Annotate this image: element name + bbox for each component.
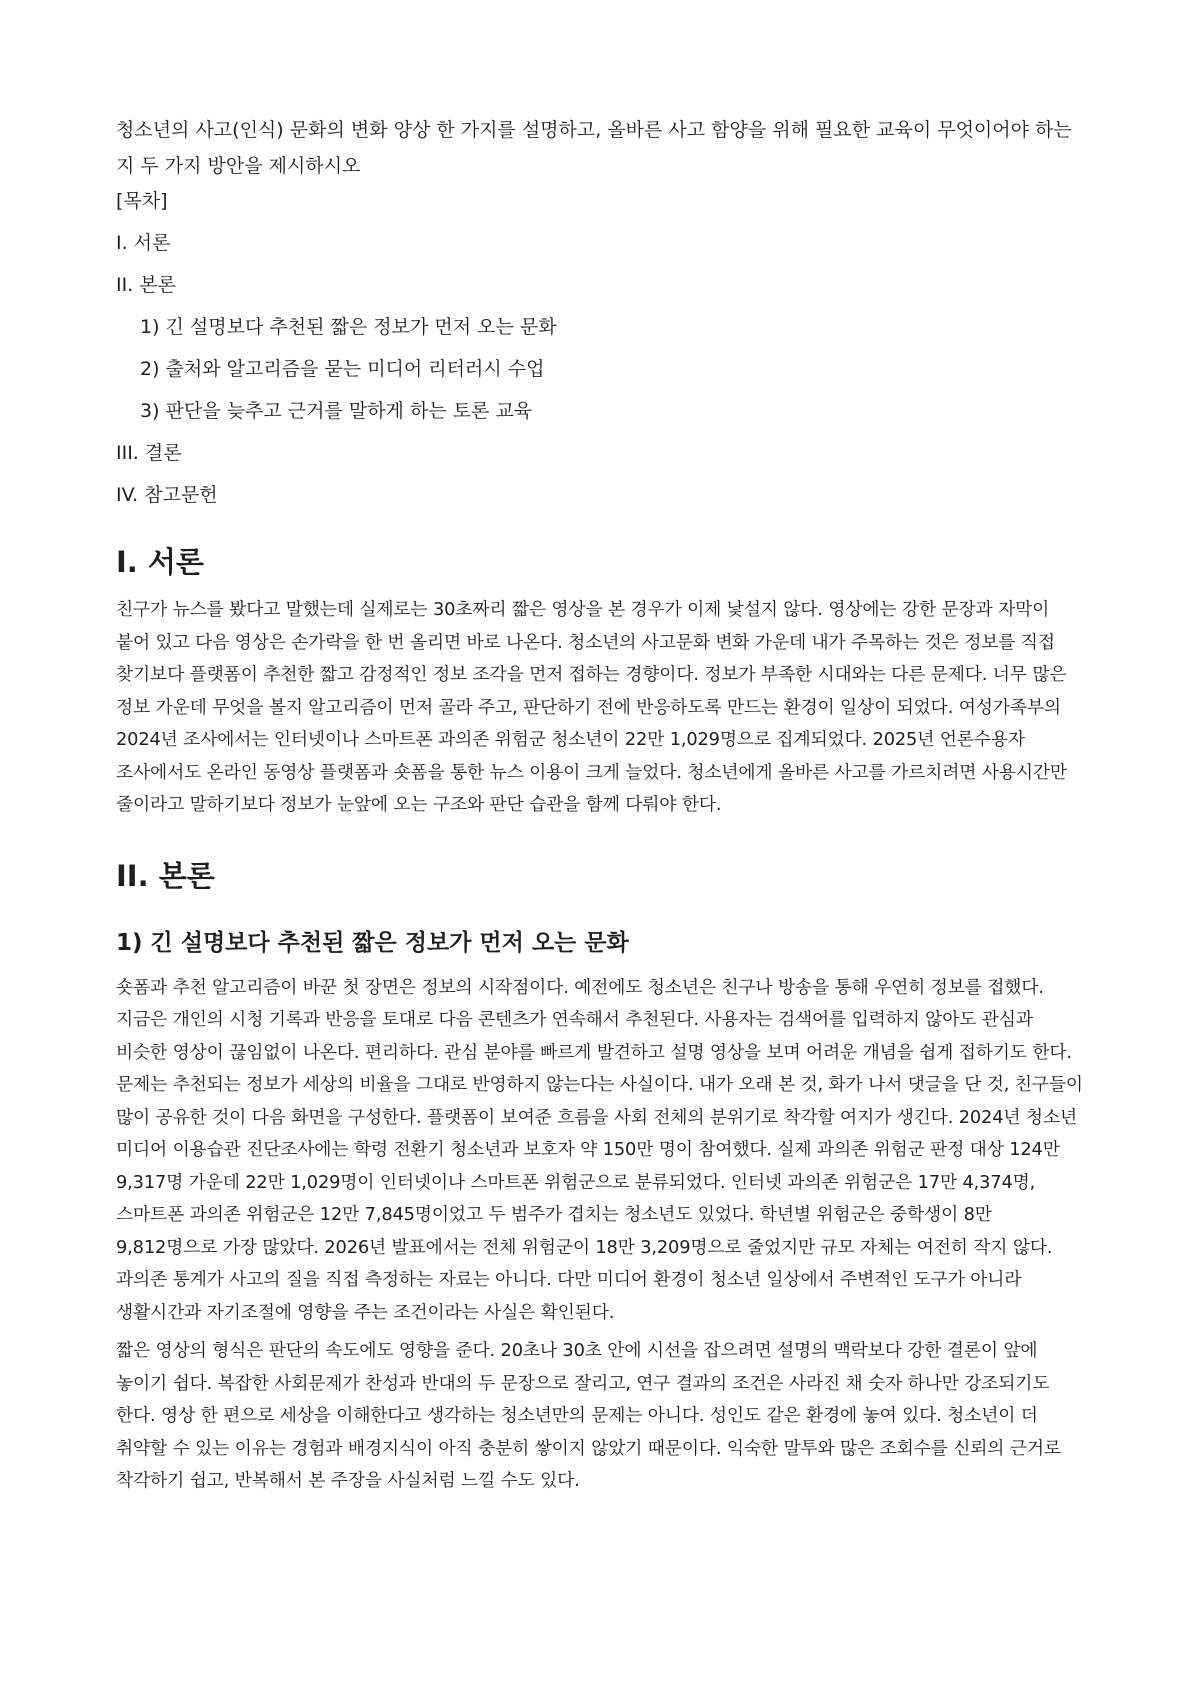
toc-item-references: IV. 참고문헌 [116, 484, 218, 506]
toc-item-conclusion: III. 결론 [116, 442, 182, 464]
body-subsection-1-heading: 1) 긴 설명보다 추천된 짧은 정보가 먼저 오는 문화 [116, 929, 629, 956]
assignment-prompt: 청소년의 사고(인식) 문화의 변화 양상 한 가지를 설명하고, 올바른 사고 함양을 위해 필요한 교육이 무엇이어야 하는지 두 가지 방안을 제시하시오 [116, 119, 1072, 177]
body-subsection-1-paragraph-1: 숏폼과 추천 알고리즘이 바꾼 첫 장면은 정보의 시작점이다. 예전에도 청소년은 친구나 방송을 통해 우연히 정보를 접했다. 지금은 개인의 시청 기록과 반응을 토대로 다음 콘텐츠가 연속해서 추천된다. 사용자는 검색어를 입력하지 않아도 관심과 비슷한 영상이 끊임없이 나온다. 편리하다. 관심 분야를 빠르게 발견하고 설명 영상을 보며 어려운 개념을 쉽게 접하기도 한다. 문제는 추천되는 정보가 세상의 비율을 그대로 반영하지 않는다는 사실이다. 내가 오래 본 것, 화가 나서 댓글을 단 것, 친구들이 많이 공유한 것이 다음 화면을 구성한다. 플랫폼이 보여준 흐름을 사회 전체의 분위기로 착각할 여지가 생긴다. 2024년 청소년 미디어 이용습관 진단조사에는 학령 전환기 청소년과 보호자 약 150만 명이 참여했다. 실제 과의존 위험군 판정 대상 124만 9,317명 가운데 22만 1,029명이 인터넷이나 스마트폰 위험군으로 분류되었다. 인터넷 과의존 위험군은 17만 4,374명, 스마트폰 과의존 위험군은 12만 7,845명이었고 두 범주가 겹치는 청소년도 있었다. 학년별 위험군은 중학생이 8만 9,812명으로 가장 많았다. 2026년 발표에서는 전체 위험군이 18만 3,209명으로 줄었지만 규모 자체는 여전히 작지 않다. 과의존 통계가 사고의 질을 직접 측정하는 자료는 아니다. 다만 미디어 환경이 청소년 일상에서 주변적인 도구가 아니라 생활시간과 자기조절에 영향을 주는 조건이라는 사실은 확인된다. [116, 976, 1083, 1323]
intro-paragraph: 친구가 뉴스를 봤다고 말했는데 실제로는 30초짜리 짧은 영상을 본 경우가 이제 낯설지 않다. 영상에는 강한 문장과 자막이 붙어 있고 다음 영상은 손가락을 한 번 올리면 바로 나온다. 청소년의 사고문화 변화 가운데 내가 주목하는 것은 정보를 직접 찾기보다 플랫폼이 추천한 짧고 감정적인 정보 조각을 먼저 접하는 경향이다. 정보가 부족한 시대와는 다른 문제다. 너무 많은 정보 가운데 무엇을 볼지 알고리즘이 먼저 골라 주고, 판단하기 전에 반응하도록 만드는 환경이 일상이 되었다. 여성가족부의 2024년 조사에서는 인터넷이나 스마트폰 과의존 위험군 청소년이 22만 1,029명으로 집계되었다. 2025년 언론수용자 조사에서도 온라인 동영상 플랫폼과 숏폼을 통한 뉴스 이용이 크게 늘었다. 청소년에게 올바른 사고를 가르치려면 사용시간만 줄이라고 말하기보다 정보가 눈앞에 오는 구조와 판단 습관을 함께 다뤄야 한다. [116, 599, 1067, 815]
toc-item-body-2: 2) 출처와 알고리즘을 묻는 미디어 리터러시 수업 [140, 358, 545, 380]
body-section [116, 856, 1084, 1498]
toc-item-body-1: 1) 긴 설명보다 추천된 짧은 정보가 먼저 오는 문화 [140, 316, 557, 338]
body-heading: II. 본론 [116, 858, 215, 893]
body-subsection-1-paragraph-2: 짧은 영상의 형식은 판단의 속도에도 영향을 준다. 20초나 30초 안에 시선을 잡으려면 설명의 맥락보다 강한 결론이 앞에 놓이기 쉽다. 복잡한 사회문제가 찬성과 반대의 두 문장으로 잘리고, 연구 결과의 조건은 사라진 채 숫자 하나만 강조되기도 한다. 영상 한 편으로 세상을 이해한다고 생각하는 청소년만의 문제는 아니다. 성인도 같은 환경에 놓여 있다. 청소년이 더 취약할 수 있는 이유는 경험과 배경지식이 아직 충분히 쌓이지 않았기 때문이다. 익숙한 말투와 많은 조회수를 신뢰의 근거로 착각하기 쉽고, 반복해서 본 주장을 사실처럼 느낄 수도 있다. [116, 1340, 1061, 1491]
intro-heading: I. 서론 [116, 545, 204, 579]
toc-item-body-3: 3) 판단을 늦추고 근거를 말하게 하는 토론 교육 [140, 400, 533, 422]
toc-title: [목차] [116, 190, 168, 212]
toc-item-body: II. 본론 [116, 274, 176, 296]
intro-section [116, 542, 1084, 822]
toc-item-intro: I. 서론 [116, 232, 171, 254]
table-of-contents [116, 188, 1084, 508]
